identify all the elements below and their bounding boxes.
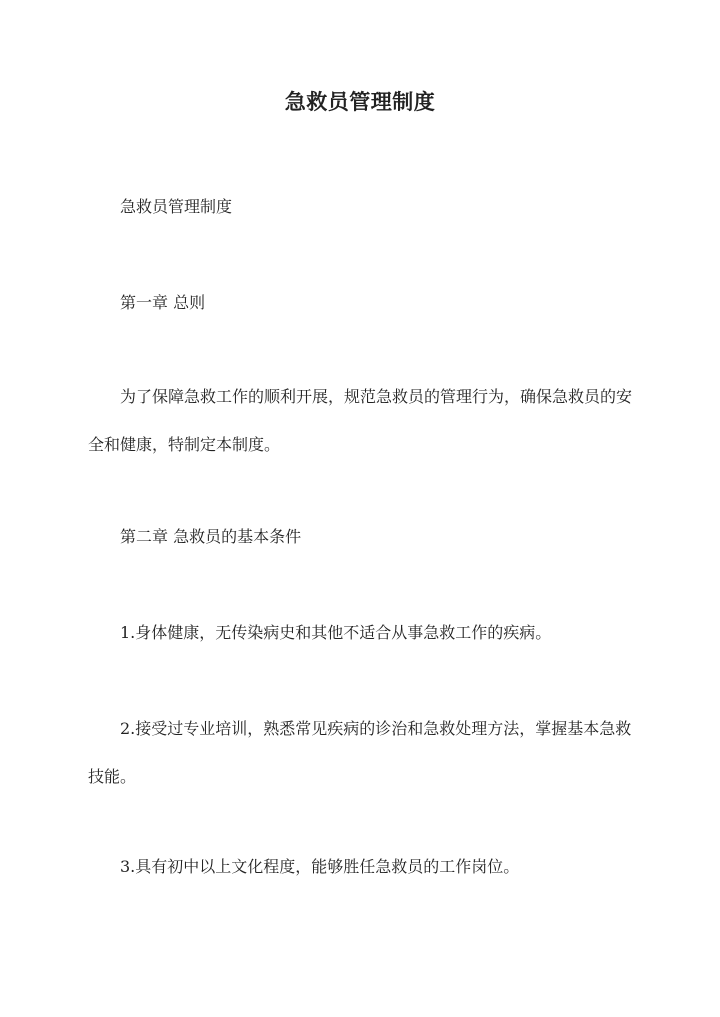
list-item-1: 1.身体健康，无传染病史和其他不适合从事急救工作的疾病。 bbox=[120, 623, 552, 642]
paragraph-purpose: 为了保障急救工作的顺利开展，规范急救员的管理行为，确保急救员的安全和健康，特制定本制度。 bbox=[88, 387, 633, 454]
document-title: 急救员管理制度 bbox=[284, 89, 436, 114]
chapter-heading-2: 第二章 急救员的基本条件 bbox=[120, 527, 302, 546]
list-item-2: 2.接受过专业培训，熟悉常见疾病的诊治和急救处理方法，掌握基本急救技能。 bbox=[88, 719, 632, 786]
paragraph-heading: 急救员管理制度 bbox=[120, 197, 233, 216]
chapter-heading-1: 第一章 总则 bbox=[120, 293, 206, 312]
list-item-3: 3.具有初中以上文化程度，能够胜任急救员的工作岗位。 bbox=[120, 857, 520, 876]
